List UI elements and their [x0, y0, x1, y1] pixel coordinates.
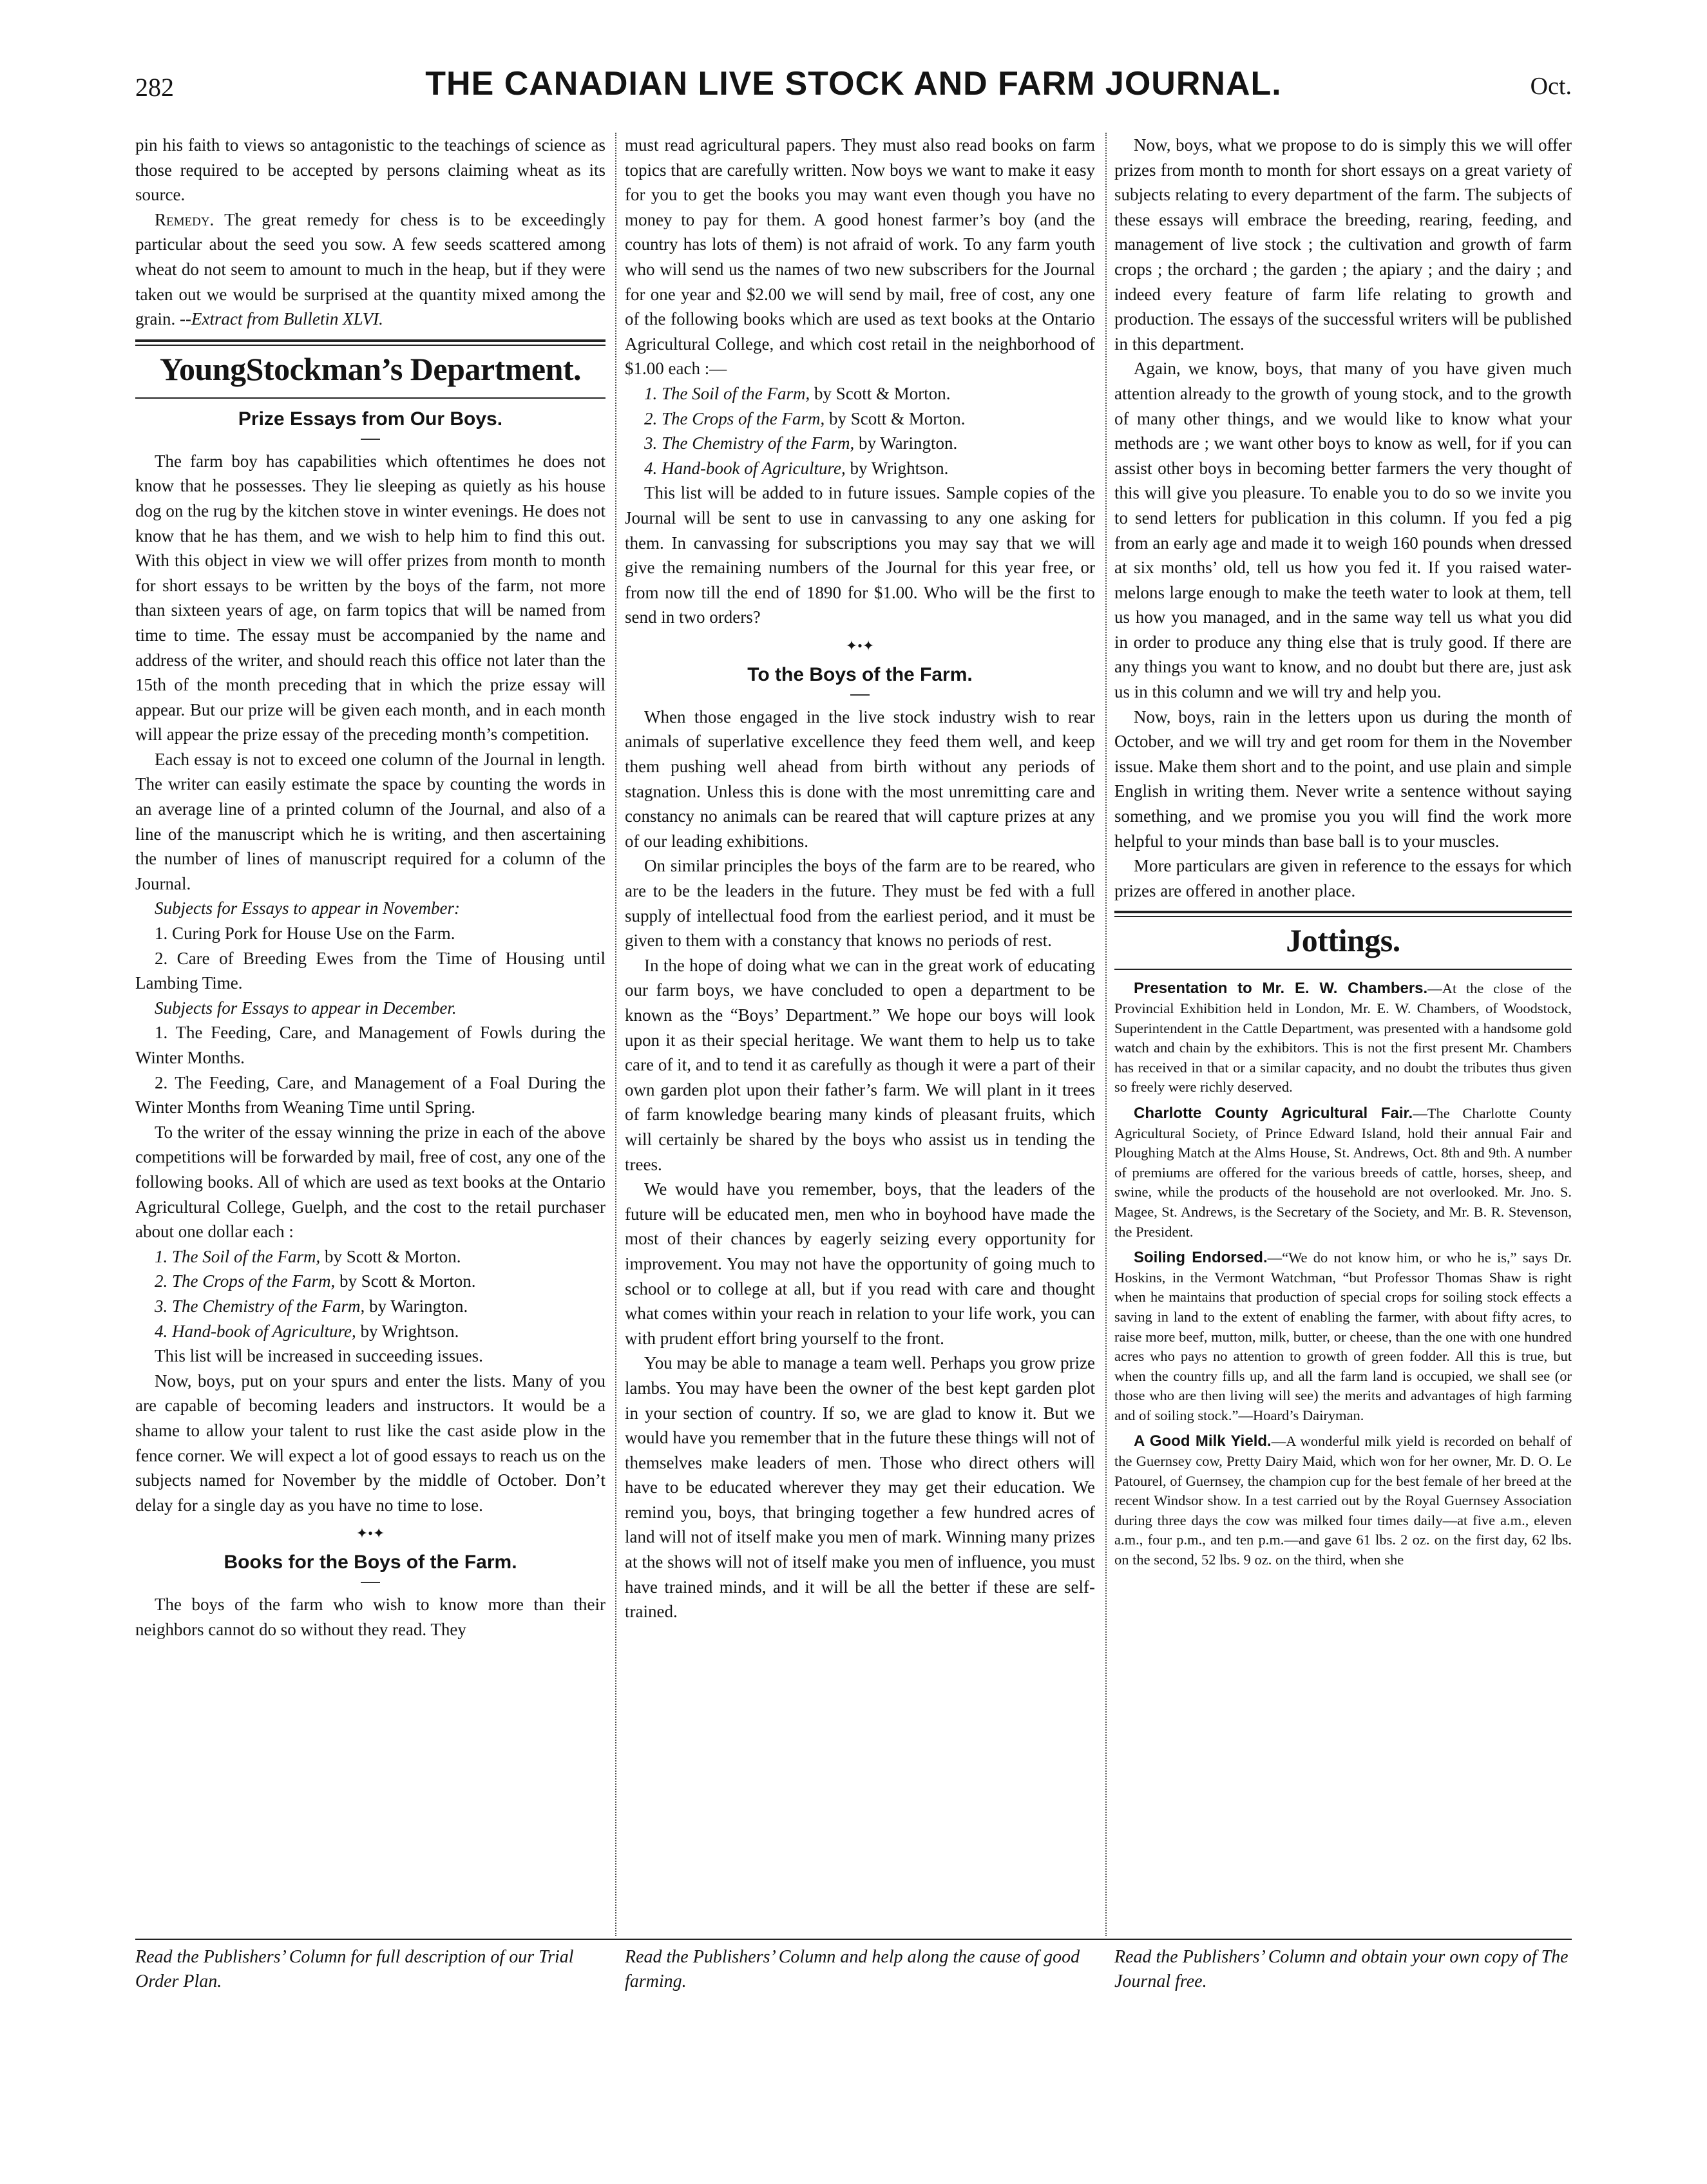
footer-note: Read the Publishers’ Column and obtain your own copy of The Journal free.	[1114, 1947, 1569, 1991]
book-author: by Scott & Morton.	[335, 1271, 476, 1291]
book-item: 4. Hand-book of Agriculture, by Wrightson.	[155, 1321, 459, 1341]
paragraph: To the writer of the essay winning the prize in each of the above competitions will be forwarded by mail, free of cost, any one of the following books. All of which are used as text books at the Ontario Agricultural College, Guelph, and the cost to the retail purchaser about one dollar each :	[135, 1122, 606, 1242]
book-author: by Scott & Morton.	[810, 383, 951, 403]
book-title: The Soil of the Farm,	[172, 1246, 321, 1266]
column-left	[135, 133, 606, 1939]
subject-item: 1. Curing Pork for House Use on the Farm.	[155, 924, 455, 944]
paragraph: Each essay is not to exceed one column of the Journal in length. The writer can easily estimate the space by counting the words in an average line of a printed column of the Journal, and also of a line of the manuscript which he is writing, and then ascertaining the number of lines of manuscript required for a column of the Journal.	[135, 749, 606, 893]
book-title: The Chemistry of the Farm,	[662, 433, 855, 453]
paragraph: The farm boy has capabilities which oftentimes he does not know that he possesses. They lie sleeping as quietly as his house dog on the rug by the kitchen stove in winter evenings. He does not know that he has them, and we wish to help him to find this out. With this object in view we will offer prizes from month to month for short essays to be written by the boys of the farm, not more than sixteen years of age, on farm topics that will be named from time to time. The essay must be accompanied by the name and address of the writer, and should reach this office not later than the 15th of the month preceding that in which the prize essay will appear. But our prize will be given each month, and in each month will appear the prize essay of the preceding month’s competition.	[135, 451, 606, 745]
department-title: YoungStockman’s Department.	[159, 350, 582, 387]
section-ornament: ✦•✦	[356, 1525, 385, 1542]
book-author: by Warington.	[365, 1296, 468, 1316]
remedy-paragraph	[135, 207, 606, 332]
book-title: Hand-book of Agriculture,	[662, 458, 846, 478]
subject-item: 1. The Feeding, Care, and Management of Fowls during the Winter Months.	[135, 1023, 606, 1067]
section-rule	[135, 345, 606, 346]
jotting-item	[1114, 979, 1572, 1097]
subject-item: 2. Care of Breeding Ewes from the Time of Housing until Lambing Time.	[135, 948, 606, 993]
jotting-heading: Soiling Endorsed.	[1134, 1249, 1268, 1267]
jotting-text: —A wonderful milk yield is recorded on behalf of the Guernsey cow, Pretty Dairy Maid, which won for her owner, Mr. D. O. Le Patourel, of Guernsey, the champion cup for the best female of her breed at the recent Windsor show. In a test carried out by the Royal Guernsey Association during three days the cow was milked four times daily—at five a.m., eleven a.m., four p.m., and ten p.m.—and gave 61 lbs. 2 oz. on the first day, 62 lbs. on the second, 52 lbs. 9 oz. on the third, when she	[1114, 1433, 1572, 1568]
column-right	[1114, 133, 1572, 1939]
remedy-text: The great remedy for chess is to be exceedingly particular about the seed you sow. A few seeds scattered among wheat do not seem to amount to much in the heap, but if they were taken out we would be surprised at the quantity mixed among the grain.	[135, 209, 606, 329]
subjects-heading-december: Subjects for Essays to appear in December.	[155, 998, 457, 1018]
article-continuation: pin his faith to views so antagonistic to the teachings of science as those required to be accepted by persons claiming wheat as its source.	[135, 135, 606, 205]
page-header	[135, 64, 1572, 122]
paragraph: Now, boys, rain in the letters upon us during the month of October, and we will try and get room for them in the November issue. Make them short and to the point, and use plain and simple English in writing them. Never write a sentence without saying something, and we promise you you will find the work more helpful to your minds than base ball is to your muscles.	[1114, 707, 1572, 851]
jotting-text: —“We do not know him, or who he is,” says Dr. Hoskins, in the Vermont Watchman, “but Professor Thomas Shaw is right when he maintains that production of special crops for soiling stock effects a saving in land to the extent of enabling the farmer, with about fifty acres, to raise more beef, mutton, milk, butter, or cheese, than the one with one hundred acres who pays no attention to growth of green fodder. All this is true, but when the country fills up, and all the farm land is occupied, we shall see (or those who are then living will see) the merits and advantages of high farming and of soiling stock.”—Hoard’s Dairyman.	[1114, 1249, 1572, 1423]
book-item: 1. The Soil of the Farm, by Scott & Morton.	[155, 1246, 461, 1266]
paragraph: This list will be increased in succeeding issues.	[155, 1346, 483, 1366]
jotting-heading: A Good Milk Yield.	[1134, 1432, 1272, 1450]
short-rule	[361, 439, 380, 440]
paragraph: Now, boys, what we propose to do is simply this we will offer prizes from month to month for short essays on a great variety of subjects relating to every department of the farm. The subjects of these essays will embrace the breeding, rearing, feeding, and management of live stock ; the cultivation and growth of farm crops ; the orchard ; the garden ; the apiary ; and the dairy ; and indeed every feature of farm life relating to growth and production. The essays of the successful writers will be published in this department.	[1114, 135, 1572, 354]
footer-note: Read the Publishers’ Column for full description of our Trial Order Plan.	[135, 1947, 574, 1991]
column-divider	[1105, 133, 1107, 1936]
book-item: 3. The Chemistry of the Farm, by Warington.	[155, 1296, 468, 1316]
book-author: by Warington.	[854, 433, 958, 453]
book-item: 1. The Soil of the Farm, by Scott & Morton.	[644, 383, 951, 403]
subjects-heading-november: Subjects for Essays to appear in November:	[155, 898, 460, 918]
footer-note: Read the Publishers’ Column and help along the cause of good farming.	[625, 1947, 1080, 1991]
book-title: The Chemistry of the Farm,	[172, 1296, 365, 1316]
issue-month: Oct.	[1530, 73, 1572, 100]
paragraph: When those engaged in the live stock industry wish to rear animals of superlative excellence they feed them well, and keep them pushing well ahead from birth without any periods of stagnation. Unless this is done with the most unremitting care and constancy no animals can be reared that will capture prizes at any of our leading exhibitions.	[625, 707, 1095, 851]
book-title: The Soil of the Farm,	[662, 383, 810, 403]
jotting-item	[1114, 1432, 1572, 1570]
section-subtitle: Prize Essays from Our Boys.	[238, 408, 503, 430]
jottings-title: Jottings.	[1286, 922, 1400, 959]
book-item: 4. Hand-book of Agriculture, by Wrightson.	[644, 458, 949, 478]
section-subtitle: Books for the Boys of the Farm.	[224, 1552, 517, 1573]
jotting-heading: Presentation to Mr. E. W. Chambers.	[1134, 980, 1428, 998]
section-rule	[1114, 916, 1572, 917]
subject-item: 2. The Feeding, Care, and Management of a Foal During the Winter Months from Weaning Time until Spring.	[135, 1072, 606, 1117]
journal-title: THE CANADIAN LIVE STOCK AND FARM JOURNAL.	[425, 65, 1282, 102]
book-author: by Scott & Morton.	[320, 1246, 461, 1266]
book-item: 2. The Crops of the Farm, by Scott & Morton.	[155, 1271, 476, 1291]
section-subtitle: To the Boys of the Farm.	[747, 663, 973, 685]
jotting-item	[1114, 1248, 1572, 1425]
book-title: Hand-book of Agriculture,	[172, 1321, 356, 1341]
paragraph: You may be able to manage a team well. Perhaps you grow prize lambs. You may have been the owner of the best kept garden plot in your section of country. If so, we are glad to know it. But we would have you remember that in the future these things will not of themselves make leaders of men. Those who direct others will have to be educated wherever they may get their education. We remind you, boys, that bringing together a few hundred acres of land will not of itself make you men of mark. Winning many prizes at the shows will not of itself make you men of influence, you must have trained minds, and it will be all the better if these are self-trained.	[625, 1353, 1095, 1622]
remedy-label: Remedy.	[155, 209, 215, 229]
paragraph: More particulars are given in reference to the essays for which prizes are offered in another place.	[1114, 856, 1572, 900]
section-rule	[1114, 911, 1572, 913]
jotting-item	[1114, 1104, 1572, 1242]
paragraph: We would have you remember, boys, that the leaders of the future will be educated men, men who in boyhood have made the most of their chances by eagerly seizing every opportunity for improvement. You may not have the opportunity of going much to school or to college at all, but if you read with care and thought what comes within your reach in relation to your life work, you can with prudent effort bring yourself to the front.	[625, 1179, 1095, 1348]
book-author: by Wrightson.	[356, 1321, 459, 1341]
paragraph: In the hope of doing what we can in the great work of educating our farm boys, we have concluded to open a department to be known as the “Boys’ Department.” We hope our boys will look upon it as their special heritage. We want them to help us to take care of it, and to tend it as carefully as though it were a part of their own garden plot upon their father’s farm. We will plant in it trees of farm knowledge bearing many kinds of pleasant fruits, which will certainly be shared by the boys who assist us in tending the trees.	[625, 955, 1095, 1174]
book-item: 3. The Chemistry of the Farm, by Warington.	[644, 433, 958, 453]
book-author: by Scott & Morton.	[825, 408, 966, 428]
jotting-text: —At the close of the Provincial Exhibition held in London, Mr. E. W. Chambers, of Woodstock, Superintendent in the Cattle Department, was presented with a handsome gold watch and chain by the exhibitors. This is not the first present Mr. Chambers has received in that or a similar capacity, and no doubt the tributes thus given so freely were richly deserved.	[1114, 980, 1572, 1096]
footer-rule	[135, 1939, 1572, 1940]
paragraph: On similar principles the boys of the farm are to be reared, who are to be the leaders in the future. They must be fed with a full supply of intellectual food from the earliest period, and it must be given to them with a constancy that knows no periods of rest.	[625, 856, 1095, 951]
jotting-text: —The Charlotte County Agricultural Society, of Prince Edward Island, hold their annual Fair and Ploughing Match at the Alms House, St. Andrews, Oct. 8th and 9th. A number of premiums are offered for the various breeds of cattle, horses, sheep, and swine, while the products of the household are not overlooked. Mr. Jno. S. Magee, St. Andrews, is the Secretary of the Society, and Mr. B. R. Stevenson, the President.	[1114, 1105, 1572, 1240]
paragraph: Again, we know, boys, that many of you have given much attention already to the growth of young stock, and to the growth of many other things, and we would like to know what your methods are ; we want other boys to know as well, for if you can assist other boys in becoming better farmers the very thought of this will give you pleasure. To enable you to do so we invite you to send letters for publication in this column. If you fed a pig from an early age and made it to weigh 160 pounds when dressed at six months’ old, tell us how you fed it. If you raised water-melons large enough to make the teeth water to look at them, tell us how you managed, and in the same way tell us what you did in order to produce any thing else that is truly good. If there are any things you want to know, and no doubt but there are, just ask us in this column and we will try and help you.	[1114, 359, 1572, 702]
short-rule	[850, 694, 870, 696]
jotting-heading: Charlotte County Agricultural Fair.	[1134, 1104, 1413, 1122]
column-middle	[625, 133, 1095, 1939]
section-ornament: ✦•✦	[845, 637, 875, 654]
book-title: The Crops of the Farm,	[172, 1271, 336, 1291]
remedy-source: --Extract from Bulletin XLVI.	[179, 309, 383, 329]
paragraph: The boys of the farm who wish to know more than their neighbors cannot do so without they read. They	[135, 1595, 606, 1639]
page-number: 282	[135, 73, 174, 102]
section-rule	[135, 397, 606, 399]
section-rule	[135, 339, 606, 342]
paragraph: Now, boys, put on your spurs and enter the lists. Many of you are capable of becoming leaders and instructors. It would be a shame to allow your talent to rust like the cast aside plow in the fence corner. We will expect a lot of good essays to reach us on the subjects named for November by the middle of October. Don’t delay for a single day as you have no time to lose.	[135, 1371, 606, 1515]
short-rule	[361, 1582, 380, 1583]
column-divider	[615, 133, 616, 1936]
book-title: The Crops of the Farm,	[662, 408, 825, 428]
book-item: 2. The Crops of the Farm, by Scott & Morton.	[644, 408, 966, 428]
paragraph: must read agricultural papers. They must also read books on farm topics that are carefully written. Now boys we want to make it easy for you to get the books you may want even though you have no money to pay for them. A good honest farmer’s boy (and the country has lots of them) is not afraid of work. To any farm youth who will send us the names of two new subscribers for the Journal for one year and $2.00 we will send by mail, free of cost, any one of the following books which are used as text books at the Ontario Agricultural College, and which cost retail in the neighborhood of $1.00 each :—	[625, 135, 1095, 379]
book-author: by Wrightson.	[845, 458, 949, 478]
paragraph: This list will be added to in future issues. Sample copies of the Journal will be sent to use in canvassing to any one asking for them. In canvassing for subscriptions you may say that we will give the remaining numbers of the Journal for this year free, or from now till the end of 1890 for $1.00. Who will be the first to send in two orders?	[625, 483, 1095, 627]
